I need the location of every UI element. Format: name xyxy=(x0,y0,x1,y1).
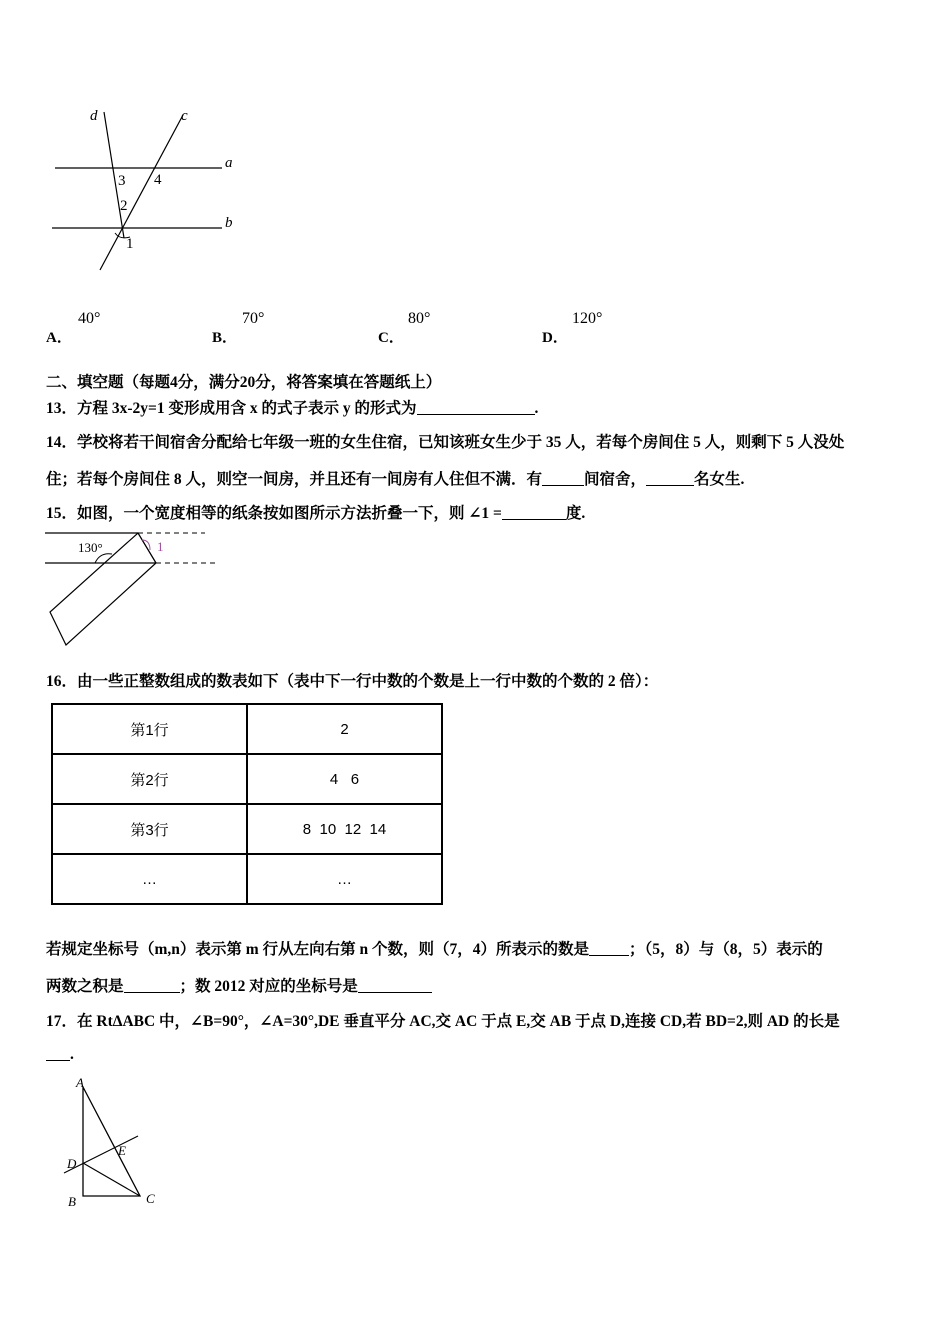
folded-strip-figure xyxy=(40,526,220,652)
label-B: B xyxy=(68,1194,76,1209)
question-16: 16．由一些正整数组成的数表如下（表中下一行中数的个数是上一行中数的个数的 2 倍）： xyxy=(46,673,659,690)
q15-suffix: 度. xyxy=(565,505,586,522)
label-A: A xyxy=(76,1075,84,1090)
label-a: a xyxy=(225,155,233,171)
option-b-value: 70° xyxy=(242,310,265,327)
folded-part xyxy=(50,533,156,645)
q16b-coordinate-blank[interactable] xyxy=(358,978,432,993)
option-d-value: 120° xyxy=(572,310,603,327)
q17-answer-blank[interactable] xyxy=(46,1046,70,1061)
q17-end: . xyxy=(70,1046,74,1063)
q13-suffix: . xyxy=(534,400,539,417)
table-row xyxy=(52,854,442,904)
label-E: E xyxy=(118,1143,126,1158)
table-row xyxy=(52,804,442,854)
label-c: c xyxy=(181,108,188,124)
parallel-lines-figure xyxy=(40,100,260,280)
table-row xyxy=(52,704,442,754)
number-table xyxy=(51,703,443,905)
table-row xyxy=(52,754,442,804)
q16b-text-a: 若规定坐标号（m,n）表示第 m 行从左向右第 n 个数，则（7，4）所表示的数是 xyxy=(46,941,589,958)
q14-text-c: 名女生. xyxy=(694,471,745,488)
q16b-product-blank[interactable] xyxy=(124,978,180,993)
q16b-text-d: ；数 2012 对应的坐标号是 xyxy=(179,978,358,995)
row-label: … xyxy=(52,854,247,904)
label-2: 2 xyxy=(120,198,128,214)
q14-girls-blank[interactable] xyxy=(646,471,694,486)
q14-rooms-blank[interactable] xyxy=(542,471,584,486)
label-130: 130° xyxy=(78,540,103,555)
q16b-text-c: 两数之积是 xyxy=(46,978,124,995)
question-13 xyxy=(46,396,538,418)
question-16b-line2 xyxy=(46,974,432,996)
option-d-letter: D． xyxy=(542,330,568,346)
section-heading: 二、填空题（每题4分，满分20分，将答案填在答题纸上） xyxy=(46,374,442,391)
q16b-text-b: ；（5，8）与（8，5）表示的 xyxy=(628,941,823,958)
label-C: C xyxy=(146,1191,155,1206)
q15-answer-blank[interactable] xyxy=(502,505,566,520)
option-a-value: 40° xyxy=(78,310,101,327)
row-values: 4 6 xyxy=(247,754,442,804)
label-D: D xyxy=(67,1156,77,1171)
q13-answer-blank[interactable] xyxy=(417,400,535,415)
label-angle-1: 1 xyxy=(157,539,164,554)
row-values: … xyxy=(247,854,442,904)
line-c xyxy=(100,115,183,270)
row-label: 第3行 xyxy=(52,804,247,854)
label-d: d xyxy=(90,108,98,124)
row-values: 2 xyxy=(247,704,442,754)
option-a-letter: A． xyxy=(46,330,72,346)
label-4: 4 xyxy=(154,172,162,188)
question-15 xyxy=(46,501,585,523)
q15-text: 15．如图，一个宽度相等的纸条按如图所示方法折叠一下，则 ∠1 = xyxy=(46,505,502,522)
label-3: 3 xyxy=(118,173,126,189)
q14-text-a: 住；若每个房间住 8 人，则空一间房，并且还有一间房有人住但不满．有 xyxy=(46,471,543,488)
question-14-line1: 14．学校将若干间宿舍分配给七年级一班的女生住宿，已知该班女生少于 35 人，若每个房间住 5 人，则剩下 5 人没处 xyxy=(46,434,845,451)
question-14-line2 xyxy=(46,467,744,489)
question-17-end xyxy=(46,1046,74,1064)
label-1: 1 xyxy=(126,236,134,252)
question-16b-line1 xyxy=(46,937,823,959)
option-b-letter: B． xyxy=(212,330,238,346)
option-c-value: 80° xyxy=(408,310,431,327)
fold-line xyxy=(138,533,156,563)
q16b-value-blank[interactable] xyxy=(589,941,629,956)
row-label: 第1行 xyxy=(52,704,247,754)
row-values: 8 10 12 14 xyxy=(247,804,442,854)
q13-text: 13．方程 3x-2y=1 变形成用含 x 的式子表示 y 的形式为 xyxy=(46,400,417,417)
row-label: 第2行 xyxy=(52,754,247,804)
q14-text-b: 间宿舍， xyxy=(584,471,647,488)
question-17: 17．在 RtΔABC 中，∠B=90°，∠A=30°,DE 垂直平分 AC,交 AC 于点 E,交 AB 于点 D,连接 CD,若 BD=2,则 AD 的长是 xyxy=(46,1013,840,1030)
option-c-letter: C． xyxy=(378,330,404,346)
triangle-figure xyxy=(58,1075,168,1215)
label-b: b xyxy=(225,215,233,231)
